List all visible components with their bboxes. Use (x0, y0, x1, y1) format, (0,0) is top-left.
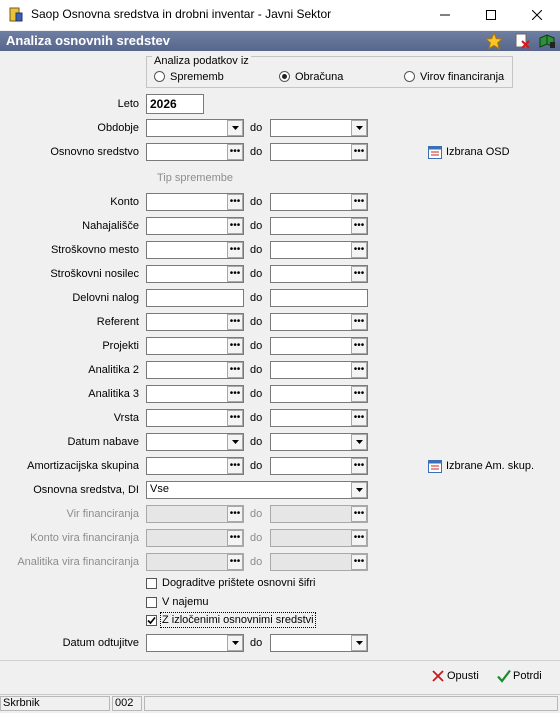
dograditve-checkbox[interactable] (146, 578, 157, 589)
radio-sprememb-label: Sprememb (170, 71, 224, 83)
radio-obracuna[interactable] (279, 71, 290, 82)
tip-spremembe-label: Tip spremembe (156, 172, 233, 184)
ellipsis-icon: ••• (353, 316, 365, 327)
amortizacijska-skupina-label: Amortizacijska skupina (27, 460, 139, 472)
obdobje-from-dropdown-button[interactable] (227, 120, 243, 136)
delovni-nalog-label: Delovni nalog (72, 292, 139, 304)
page-title: Analiza osnovnih sredstev (6, 33, 170, 48)
ellipsis-icon: ••• (229, 412, 241, 423)
stroskovni-nosilec-from-lookup-button[interactable] (227, 266, 243, 282)
cancel-button-label: Opusti (447, 670, 479, 682)
konto-from-lookup-button[interactable] (227, 194, 243, 210)
ellipsis-icon: ••• (353, 244, 365, 255)
v-najemu-checkbox[interactable] (146, 597, 157, 608)
app-icon (9, 7, 23, 22)
star-icon[interactable] (485, 32, 503, 50)
delovni-nalog-to-input[interactable] (270, 289, 368, 307)
delovni-nalog-from-input[interactable] (146, 289, 244, 307)
osnovno-sredstvo-to-lookup-button[interactable] (351, 144, 367, 160)
delete-document-icon[interactable] (513, 32, 531, 50)
leto-label: Leto (117, 98, 139, 110)
projekti-to-lookup-button[interactable] (351, 338, 367, 354)
close-icon (432, 670, 444, 682)
analitika2-from-lookup-button[interactable] (227, 362, 243, 378)
radio-sprememb[interactable] (154, 71, 165, 82)
z-izlocenimi-label: Z izločenimi osnovnimi sredstvi (162, 614, 314, 626)
ellipsis-icon: ••• (229, 364, 241, 375)
vrsta-do-label: do (250, 412, 263, 424)
ellipsis-icon: ••• (353, 268, 365, 279)
referent-do-label: do (250, 316, 263, 328)
leto-value: 2026 (150, 97, 177, 111)
stroskovni-nosilec-label: Stroškovni nosilec (50, 268, 139, 280)
projekti-label: Projekti (102, 340, 139, 352)
osnovno-sredstvo-do-label: do (250, 146, 263, 158)
bottom-separator (0, 660, 560, 661)
datum-odtujitve-to-dropdown-button[interactable] (351, 635, 367, 651)
stroskovno-mesto-to-lookup-button[interactable] (351, 242, 367, 258)
ellipsis-icon: ••• (353, 412, 365, 423)
stroskovno-mesto-label: Stroškovno mesto (50, 244, 139, 256)
ellipsis-icon: ••• (229, 316, 241, 327)
osnovna-sredstva-di-select[interactable] (146, 481, 368, 499)
ellipsis-icon: ••• (229, 388, 241, 399)
minimize-button[interactable] (422, 0, 468, 30)
chevron-down-icon (232, 440, 239, 444)
analitika3-label: Analitika 3 (88, 388, 139, 400)
z-izlocenimi-checkbox[interactable] (146, 615, 157, 626)
vir-financiranja-label: Vir financiranja (66, 508, 139, 520)
ellipsis-icon: ••• (353, 196, 365, 207)
status-code: 002 (112, 696, 142, 711)
analitika-vira-financiranja-from-lookup-button[interactable] (227, 554, 243, 570)
konto-do-label: do (250, 196, 263, 208)
window-title: Saop Osnovna sredstva in drobni inventar - Javni Sektor (31, 7, 332, 21)
checkmark-icon (147, 616, 156, 625)
referent-label: Referent (96, 316, 139, 328)
konto-vira-financiranja-from-lookup-button[interactable] (227, 530, 243, 546)
radio-obracuna-label: Obračuna (295, 71, 344, 83)
close-icon (532, 10, 542, 20)
list-check-icon[interactable] (428, 460, 442, 473)
stroskovno-mesto-from-lookup-button[interactable] (227, 242, 243, 258)
ellipsis-icon: ••• (229, 268, 241, 279)
vir-financiranja-to-lookup-button[interactable] (351, 506, 367, 522)
analitika3-to-lookup-button[interactable] (351, 386, 367, 402)
ellipsis-icon: ••• (229, 196, 241, 207)
vir-financiranja-from-lookup-button[interactable] (227, 506, 243, 522)
obdobje-to-dropdown-button[interactable] (351, 120, 367, 136)
stroskovni-nosilec-to-lookup-button[interactable] (351, 266, 367, 282)
konto-vira-financiranja-to-lookup-button[interactable] (351, 530, 367, 546)
konto-to-lookup-button[interactable] (351, 194, 367, 210)
leto-input[interactable] (146, 94, 204, 114)
confirm-button-label: Potrdi (513, 670, 542, 682)
ellipsis-icon: ••• (229, 146, 241, 157)
projekti-from-lookup-button[interactable] (227, 338, 243, 354)
datum-nabave-label: Datum nabave (67, 436, 139, 448)
datum-nabave-from-dropdown-button[interactable] (227, 434, 243, 450)
konto-vira-financiranja-label: Konto vira financiranja (30, 532, 139, 544)
analysis-source-legend: Analiza podatkov iz (154, 55, 249, 67)
book-icon[interactable] (538, 32, 556, 50)
nahajalisce-from-lookup-button[interactable] (227, 218, 243, 234)
amortizacijska-skupina-from-lookup-button[interactable] (227, 458, 243, 474)
datum-odtujitve-do-label: do (250, 637, 263, 649)
vrsta-to-lookup-button[interactable] (351, 410, 367, 426)
minimize-icon (440, 10, 450, 20)
obdobje-do-label: do (250, 122, 263, 134)
osnovna-sredstva-di-dropdown-button[interactable] (351, 482, 367, 498)
analitika3-from-lookup-button[interactable] (227, 386, 243, 402)
datum-nabave-do-label: do (250, 436, 263, 448)
radio-virov-financiranja[interactable] (404, 71, 415, 82)
ellipsis-icon: ••• (229, 244, 241, 255)
analitika-vira-financiranja-to-lookup-button[interactable] (351, 554, 367, 570)
datum-nabave-to-dropdown-button[interactable] (351, 434, 367, 450)
ellipsis-icon: ••• (229, 220, 241, 231)
konto-label: Konto (110, 196, 139, 208)
chevron-down-icon (356, 488, 363, 492)
ellipsis-icon: ••• (229, 556, 241, 567)
ellipsis-icon: ••• (353, 508, 365, 519)
ellipsis-icon: ••• (353, 460, 365, 471)
stroskovno-mesto-do-label: do (250, 244, 263, 256)
chevron-down-icon (232, 126, 239, 130)
maximize-button[interactable] (468, 0, 514, 30)
confirm-button[interactable] (496, 669, 552, 687)
osnovno-sredstvo-from-lookup-button[interactable] (227, 144, 243, 160)
chevron-down-icon (356, 641, 363, 645)
analitika-vira-financiranja-label: Analitika vira financiranja (17, 556, 139, 568)
analitika2-to-lookup-button[interactable] (351, 362, 367, 378)
analitika-vira-financiranja-do-label: do (250, 556, 263, 568)
osnovno-sredstvo-label: Osnovno sredstvo (50, 146, 139, 158)
izbrane-am-skup-link[interactable]: Izbrane Am. skup. (446, 460, 535, 472)
referent-to-lookup-button[interactable] (351, 314, 367, 330)
datum-odtujitve-from-dropdown-button[interactable] (227, 635, 243, 651)
ellipsis-icon: ••• (353, 364, 365, 375)
ellipsis-icon: ••• (353, 146, 365, 157)
ellipsis-icon: ••• (353, 220, 365, 231)
nahajalisce-to-lookup-button[interactable] (351, 218, 367, 234)
ellipsis-icon: ••• (229, 532, 241, 543)
analitika3-do-label: do (250, 388, 263, 400)
nahajalisce-do-label: do (250, 220, 263, 232)
vrsta-from-lookup-button[interactable] (227, 410, 243, 426)
delovni-nalog-do-label: do (250, 292, 263, 304)
nahajalisce-label: Nahajališče (82, 220, 139, 232)
close-button[interactable] (514, 0, 560, 30)
ellipsis-icon: ••• (353, 532, 365, 543)
ellipsis-icon: ••• (229, 508, 241, 519)
ellipsis-icon: ••• (353, 388, 365, 399)
status-message (144, 696, 558, 711)
analitika2-label: Analitika 2 (88, 364, 139, 376)
amortizacijska-skupina-to-lookup-button[interactable] (351, 458, 367, 474)
analitika2-do-label: do (250, 364, 263, 376)
dograditve-label: Dograditve prištete osnovni šifri (162, 577, 316, 589)
ellipsis-icon: ••• (229, 340, 241, 351)
list-check-icon[interactable] (428, 146, 442, 159)
vrsta-label: Vrsta (113, 412, 139, 424)
chevron-down-icon (356, 126, 363, 130)
stroskovni-nosilec-do-label: do (250, 268, 263, 280)
radio-virov-financiranja-label: Virov financiranja (420, 71, 505, 83)
obdobje-label: Obdobje (97, 122, 139, 134)
amortizacijska-skupina-do-label: do (250, 460, 263, 472)
vir-financiranja-do-label: do (250, 508, 263, 520)
konto-vira-financiranja-do-label: do (250, 532, 263, 544)
izbrana-osd-link[interactable]: Izbrana OSD (446, 146, 510, 158)
datum-odtujitve-label: Datum odtujitve (62, 637, 139, 649)
ellipsis-icon: ••• (353, 556, 365, 567)
projekti-do-label: do (250, 340, 263, 352)
maximize-icon (486, 10, 496, 20)
chevron-down-icon (232, 641, 239, 645)
status-user: Skrbnik (0, 696, 110, 711)
ellipsis-icon: ••• (229, 460, 241, 471)
osnovna-sredstva-di-label: Osnovna sredstva, DI (33, 484, 139, 496)
v-najemu-label: V najemu (162, 596, 209, 608)
referent-from-lookup-button[interactable] (227, 314, 243, 330)
ellipsis-icon: ••• (353, 340, 365, 351)
cancel-button[interactable] (430, 669, 486, 687)
osnovna-sredstva-di-value: Vse (150, 483, 169, 495)
check-icon (497, 669, 511, 683)
chevron-down-icon (356, 440, 363, 444)
